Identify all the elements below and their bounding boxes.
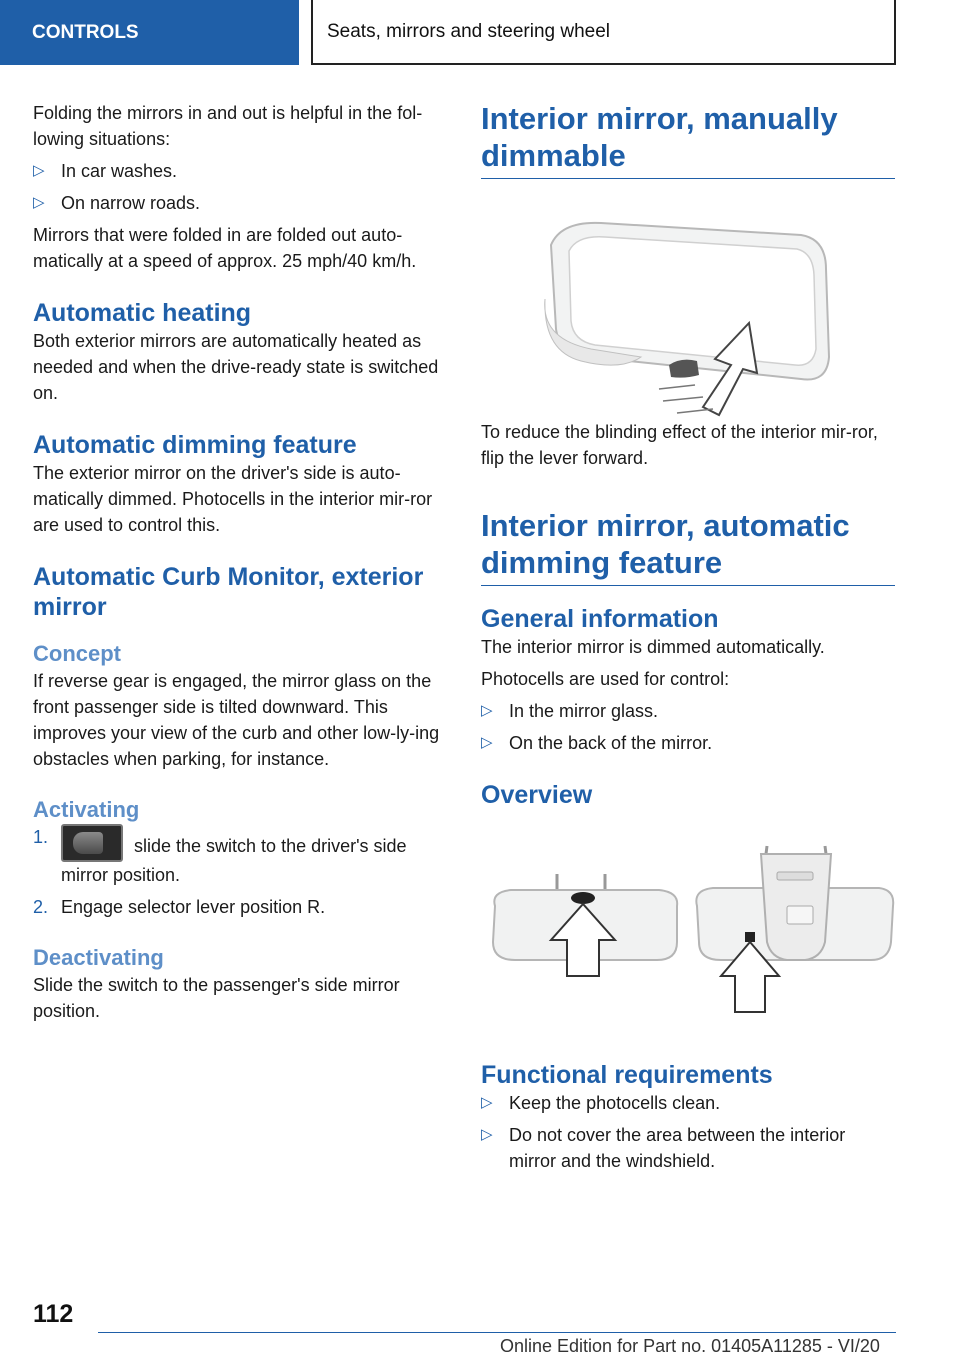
bullet-icon: ▷ bbox=[33, 194, 45, 211]
heading-general-info: General information bbox=[481, 605, 719, 633]
list-item: ▷ Do not cover the area between the interior mirror and the windshield. bbox=[481, 1122, 895, 1174]
section-title: CONTROLS bbox=[32, 21, 139, 43]
heading-auto-mirror: Interior mirror, automatic dimming feature bbox=[481, 507, 895, 586]
list-item: ▷ On narrow roads. bbox=[33, 190, 448, 216]
header-section bbox=[0, 0, 299, 65]
bullet-icon: ▷ bbox=[481, 702, 493, 719]
activating-steps bbox=[33, 824, 448, 920]
chapter-title: Seats, mirrors and steering wheel bbox=[327, 20, 611, 42]
manual-text: To reduce the blinding effect of the interior mir‐ror, flip the lever forward. bbox=[481, 422, 878, 468]
heading-automatic-heating: Automatic heating bbox=[33, 299, 252, 327]
overview-illustration bbox=[481, 810, 895, 1060]
list-item: ▷ Keep the photocells clean. bbox=[481, 1090, 895, 1116]
heading-deactivating: Deactivating bbox=[33, 945, 164, 970]
intro-text: Folding the mirrors in and out is helpful in the fol‐lowing situations: bbox=[33, 103, 423, 149]
heating-text: Both exterior mirrors are automatically heated as needed and when the drive-ready state is switched on. bbox=[33, 331, 439, 403]
heading-manual-mirror: Interior mirror, manually dimmable bbox=[481, 100, 895, 179]
general-text-1: The interior mirror is dimmed automatically. bbox=[481, 637, 825, 657]
list-item: ▷ In the mirror glass. bbox=[481, 698, 895, 724]
general-text-2: Photocells are used for control: bbox=[481, 669, 730, 689]
heading-overview: Overview bbox=[481, 781, 593, 809]
auto-fold-text: Mirrors that were folded in are folded out auto‐matically at a speed of approx. 25 mph/40 km/h. bbox=[33, 225, 417, 271]
bullet-icon: ▷ bbox=[481, 734, 493, 751]
list-item: ▷ On the back of the mirror. bbox=[481, 730, 895, 756]
heading-automatic-dimming: Automatic dimming feature bbox=[33, 431, 357, 459]
footer-divider bbox=[98, 1332, 896, 1333]
list-item: ▷ In car washes. bbox=[33, 158, 448, 184]
list-item: 1. slide the switch to the driver's side mirror position. bbox=[33, 824, 448, 888]
manual-mirror-illustration bbox=[481, 179, 895, 419]
bullet-icon: ▷ bbox=[33, 162, 45, 179]
situations-list bbox=[33, 158, 448, 216]
heading-activating: Activating bbox=[33, 797, 140, 822]
dimming-text: The exterior mirror on the driver's side is auto‐matically dimmed. Photocells in the interior mir‐ror are used to control this. bbox=[33, 463, 433, 535]
mirror-switch-icon bbox=[61, 824, 123, 862]
right-column bbox=[481, 100, 895, 1180]
footer-edition: Online Edition for Part no. 01405A11285 - VI/20 bbox=[500, 1336, 880, 1356]
concept-text: If reverse gear is engaged, the mirror glass on the front passenger side is tilted downward. This improves your view of the curb and other low-ly‐ing obstacles when parking, for instance. bbox=[33, 671, 440, 769]
bullet-icon: ▷ bbox=[481, 1094, 493, 1111]
list-item: 2. Engage selector lever position R. bbox=[33, 897, 326, 917]
requirements-list bbox=[481, 1090, 895, 1174]
photocells-list bbox=[481, 698, 895, 756]
bullet-icon: ▷ bbox=[481, 1126, 493, 1143]
page-number: 112 bbox=[33, 1300, 74, 1328]
deactivating-text: Slide the switch to the passenger's side mirror position. bbox=[33, 975, 400, 1021]
heading-functional-req: Functional requirements bbox=[481, 1061, 773, 1089]
header-chapter bbox=[311, 0, 896, 65]
heading-curb-monitor: Automatic Curb Monitor, exterior mirror bbox=[33, 563, 424, 621]
heading-concept: Concept bbox=[33, 641, 121, 666]
left-column bbox=[33, 100, 448, 1030]
